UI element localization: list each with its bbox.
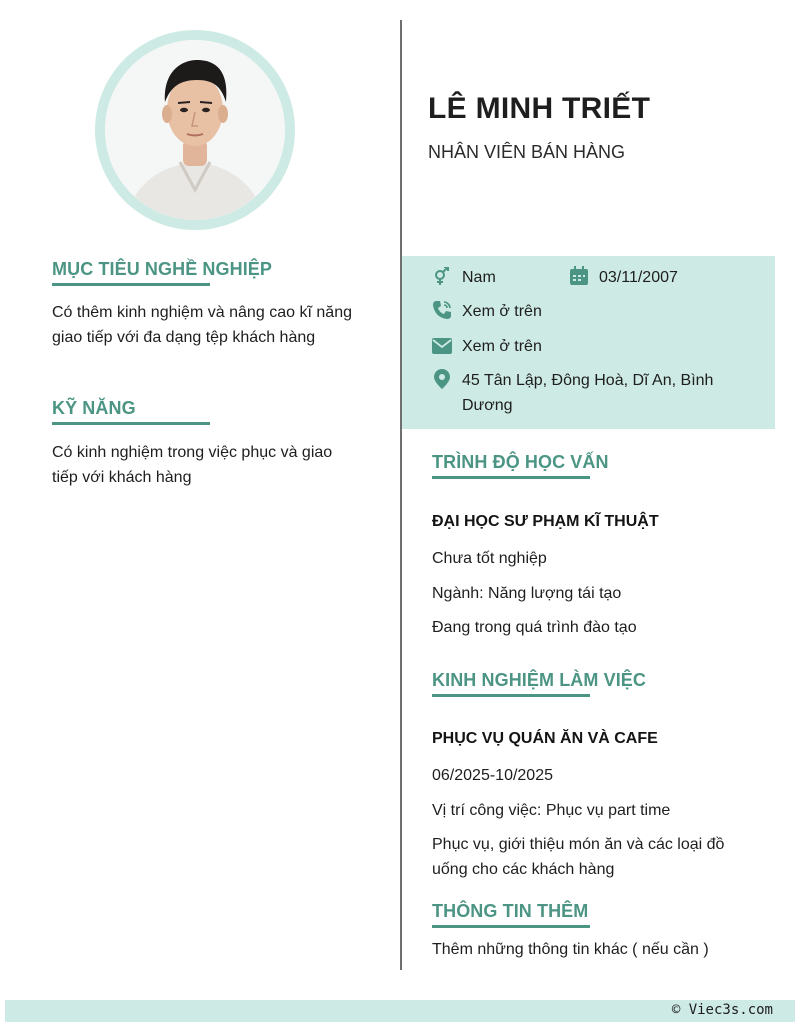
contact-panel — [402, 256, 775, 429]
education-title-underline — [432, 476, 590, 479]
education-status: Chưa tốt nghiệp — [432, 550, 547, 567]
dob-value: 03/11/2007 — [599, 269, 678, 286]
column-divider — [400, 20, 402, 970]
education-major: Ngành: Năng lượng tái tạo — [432, 585, 622, 602]
experience-position: Vị trí công việc: Phục vụ part time — [432, 802, 671, 819]
profile-photo — [105, 40, 285, 220]
extra-info-title-underline — [432, 925, 590, 928]
gender-value: Nam — [462, 269, 496, 286]
phone-value: Xem ở trên — [462, 303, 542, 320]
experience-title-underline — [432, 694, 590, 697]
extra-info-text: Thêm những thông tin khác ( nếu cần ) — [432, 941, 709, 958]
skills-title: KỸ NĂNG — [52, 398, 136, 418]
skills-title-underline — [52, 422, 210, 425]
job-title: NHÂN VIÊN BÁN HÀNG — [428, 142, 626, 162]
experience-title: KINH NGHIỆM LÀM VIỆC — [432, 670, 647, 690]
profile-photo-frame — [95, 30, 295, 230]
email-value: Xem ở trên — [462, 338, 542, 355]
extra-info-title: THÔNG TIN THÊM — [432, 901, 589, 921]
gender-icon — [432, 267, 452, 287]
experience-description: Phục vụ, giới thiệu món ăn và các loại đồ uống cho các khách hàng — [432, 836, 725, 878]
education-title: TRÌNH ĐỘ HỌC VẤN — [432, 452, 609, 472]
address-value: 45 Tân Lập, Đông Hoà, Dĩ An, Bình Dương — [462, 372, 714, 414]
calendar-icon — [569, 266, 589, 286]
email-icon — [432, 336, 452, 356]
objective-title: MỤC TIÊU NGHỀ NGHIỆP — [52, 259, 273, 279]
education-progress: Đang trong quá trình đào tạo — [432, 619, 637, 636]
experience-period: 06/2025-10/2025 — [432, 767, 553, 784]
skills-text: Có kinh nghiệm trong việc phục và giao tiếp với khách hàng — [52, 444, 333, 486]
education-school: ĐẠI HỌC SƯ PHẠM KĨ THUẬT — [432, 513, 659, 530]
phone-icon — [432, 300, 452, 320]
objective-text: Có thêm kinh nghiệm và nâng cao kĩ năng giao tiếp với đa dạng tệp khách hàng — [52, 304, 352, 346]
objective-title-underline — [52, 283, 210, 286]
location-pin-icon — [432, 369, 452, 389]
candidate-name: LÊ MINH TRIẾT — [428, 92, 651, 125]
footer-bar — [5, 1000, 795, 1022]
experience-company: PHỤC VỤ QUÁN ĂN VÀ CAFE — [432, 730, 658, 747]
avatar — [105, 40, 285, 220]
footer-credit[interactable]: © Viec3s.com — [671, 1002, 773, 1018]
